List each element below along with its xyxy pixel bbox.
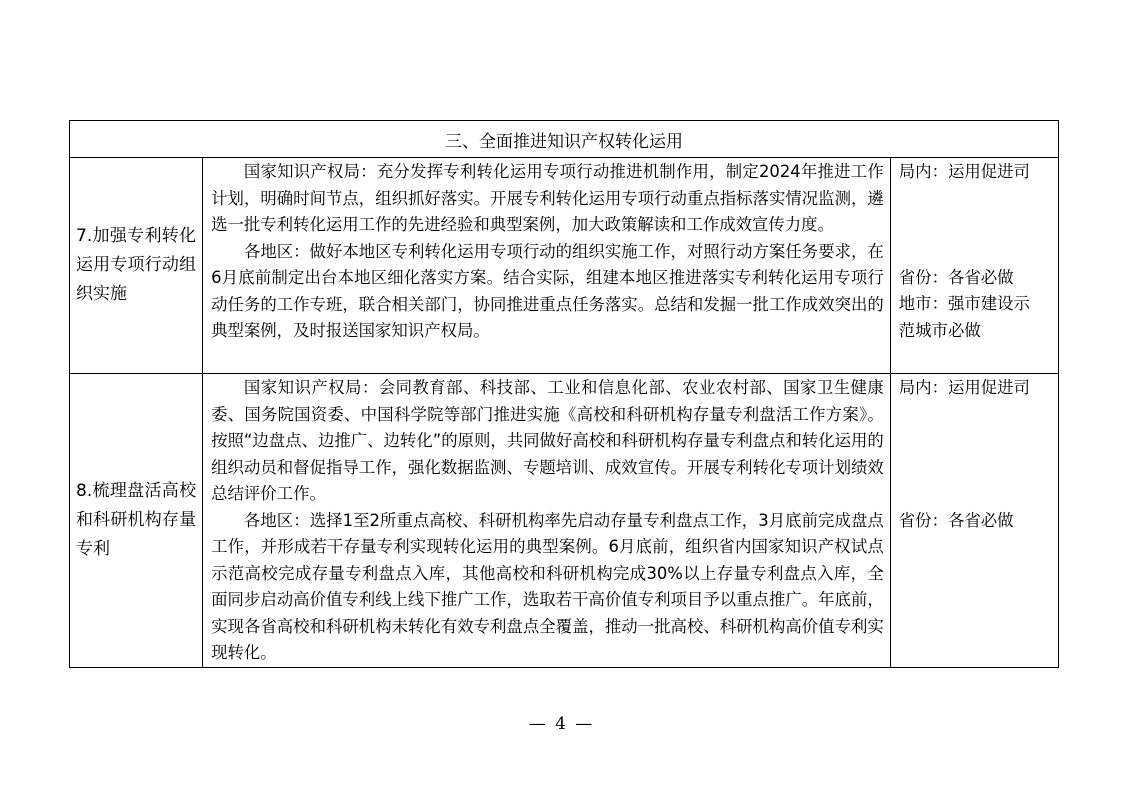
content-paragraph: 国家知识产权局：会同教育部、科技部、工业和信息化部、农业农村部、国家卫生健康委、国务院国资委、中国科学院等部门推进实施《高校和科研机构存量专利盘活工作方案》。按照“边盘点、边推广、边转化”的原则，共同做好高校和科研机构存量专利盘点和转化运用的组织动员和督促指导工作，强化数据监测、专题培训、成效宣传。开展专利转化专项计划绩效总结评价工作。 [211,378,884,503]
responsibility [890,158,1058,374]
responsibility [890,374,1058,668]
responsibility-province: 省份：各省必做 [898,267,1014,287]
responsibility-province: 省份：各省必做 [898,510,1014,530]
section-heading: 三、全面推进知识产权转化运用 [70,121,1059,158]
responsibility-bureau: 局内：运用促进司 [898,378,1030,397]
page-number: — 4 — [528,714,595,734]
responsibility-city: 地市：强市建设示 [898,294,1030,313]
task-title: 7.加强专利转化运用专项行动组织实施 [70,158,203,374]
content-paragraph: 各地区：选择1至2所重点高校、科研机构率先启动存量专利盘点工作，3月底前完成盘点工作，并形成若干存量专利实现转化运用的典型案例。6月底前，组织省内国家知识产权试点示范高校完成存量专利盘点入库，其他高校和科研机构完成30%以上存量专利盘点入库，全面同步启动高价值专利线上线下推广工作，选取若干高价值专利项目予以重点推广。年底前，实现各省高校和科研机构未转化有效专利盘点全覆盖，推动一批高校、科研机构高价值专利实现转化。 [211,510,884,662]
section-heading-row [70,121,1059,158]
task-title: 8.梳理盘活高校和科研机构存量专利 [70,374,203,668]
task-content [203,158,891,374]
task-content [203,374,891,668]
content-paragraph: 各地区：做好本地区专利转化运用专项行动的组织实施工作，对照行动方案任务要求，在6月底前制定出台本地区细化落实方案。结合实际，组建本地区推进落实专利转化运用专项行动任务的工作专班，联合相关部门，协同推进重点任务落实。总结和发掘一批工作成效突出的典型案例，及时报送国家知识产权局。 [211,241,884,340]
task-table [69,120,1059,668]
table-row [70,158,1059,374]
responsibility-bureau: 局内：运用促进司 [898,162,1030,181]
responsibility-city-cont: 范城市必做 [898,320,981,340]
table-row [70,374,1059,668]
content-paragraph: 国家知识产权局：充分发挥专利转化运用专项行动推进机制作用，制定2024年推进工作计划，明确时间节点，组织抓好落实。开展专利转化运用专项行动重点指标落实情况监测，遴选一批专利转化运用工作的先进经验和典型案例，加大政策解读和工作成效宣传力度。 [211,162,884,234]
